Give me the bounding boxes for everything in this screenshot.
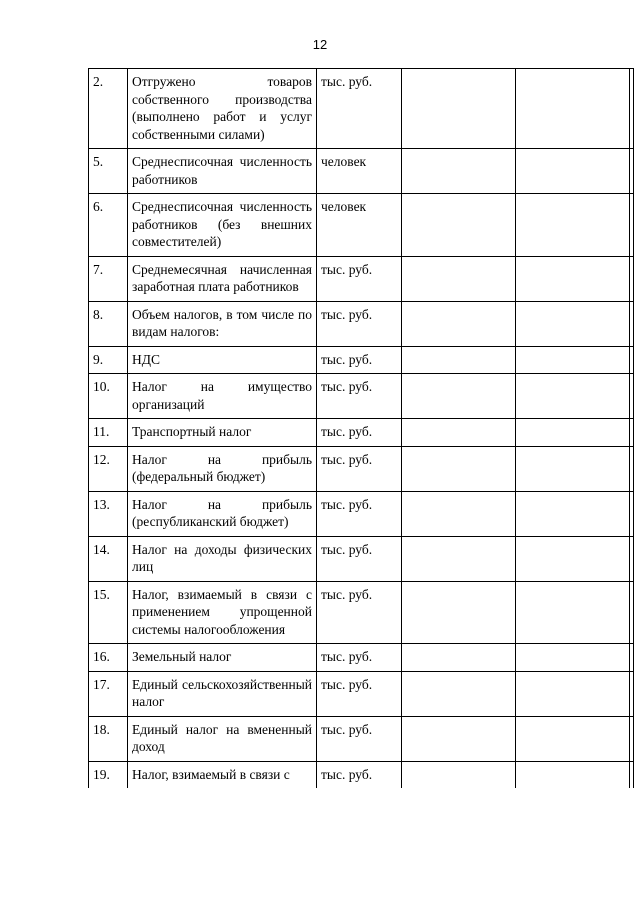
value-cell-2 bbox=[516, 149, 630, 194]
value-cell-1 bbox=[402, 301, 516, 346]
value-cell-2 bbox=[516, 716, 630, 761]
value-cell-2 bbox=[516, 761, 630, 788]
table-row bbox=[89, 346, 634, 374]
table-row bbox=[89, 256, 634, 301]
value-cell-2 bbox=[516, 644, 630, 672]
value-cell-3 bbox=[630, 149, 634, 194]
value-cell-2 bbox=[516, 374, 630, 419]
unit-cell: человек bbox=[317, 149, 402, 194]
value-cell-1 bbox=[402, 446, 516, 491]
indicator-name-cell: Налог, взимаемый в связи с bbox=[128, 761, 317, 788]
unit-cell: тыс. руб. bbox=[317, 761, 402, 788]
value-cell-3 bbox=[630, 301, 634, 346]
table-row bbox=[89, 419, 634, 447]
row-number-cell: 12. bbox=[89, 446, 128, 491]
value-cell-2 bbox=[516, 491, 630, 536]
value-cell-1 bbox=[402, 581, 516, 644]
row-number-cell: 9. bbox=[89, 346, 128, 374]
table-row bbox=[89, 374, 634, 419]
value-cell-2 bbox=[516, 671, 630, 716]
unit-cell: тыс. руб. bbox=[317, 671, 402, 716]
table-row bbox=[89, 69, 634, 149]
row-number-cell: 5. bbox=[89, 149, 128, 194]
value-cell-1 bbox=[402, 761, 516, 788]
unit-cell: тыс. руб. bbox=[317, 346, 402, 374]
value-cell-2 bbox=[516, 194, 630, 257]
value-cell-2 bbox=[516, 346, 630, 374]
table-row bbox=[89, 301, 634, 346]
value-cell-3 bbox=[630, 256, 634, 301]
value-cell-1 bbox=[402, 374, 516, 419]
unit-cell: тыс. руб. bbox=[317, 644, 402, 672]
table-body bbox=[89, 69, 634, 789]
indicator-name-cell: Единый сельскохозяйственный налог bbox=[128, 671, 317, 716]
value-cell-2 bbox=[516, 446, 630, 491]
row-number-cell: 16. bbox=[89, 644, 128, 672]
row-number-cell: 7. bbox=[89, 256, 128, 301]
value-cell-1 bbox=[402, 69, 516, 149]
unit-cell: тыс. руб. bbox=[317, 536, 402, 581]
table-row bbox=[89, 536, 634, 581]
row-number-cell: 14. bbox=[89, 536, 128, 581]
page-number: 12 bbox=[312, 37, 328, 52]
indicators-table bbox=[88, 68, 634, 788]
indicator-name-cell: Среднемесячная начисленная заработная плата работников bbox=[128, 256, 317, 301]
value-cell-2 bbox=[516, 419, 630, 447]
value-cell-3 bbox=[630, 446, 634, 491]
value-cell-3 bbox=[630, 69, 634, 149]
indicator-name-cell: Налог, взимаемый в связи с применением упрощенной системы налогообложения bbox=[128, 581, 317, 644]
value-cell-1 bbox=[402, 194, 516, 257]
value-cell-2 bbox=[516, 536, 630, 581]
value-cell-3 bbox=[630, 716, 634, 761]
row-number-cell: 17. bbox=[89, 671, 128, 716]
unit-cell: тыс. руб. bbox=[317, 301, 402, 346]
unit-cell: тыс. руб. bbox=[317, 716, 402, 761]
unit-cell: тыс. руб. bbox=[317, 446, 402, 491]
indicator-name-cell: Среднесписочная численность работников bbox=[128, 149, 317, 194]
value-cell-2 bbox=[516, 69, 630, 149]
table-row bbox=[89, 716, 634, 761]
row-number-cell: 10. bbox=[89, 374, 128, 419]
row-number-cell: 2. bbox=[89, 69, 128, 149]
table-row bbox=[89, 761, 634, 788]
value-cell-1 bbox=[402, 536, 516, 581]
row-number-cell: 19. bbox=[89, 761, 128, 788]
value-cell-3 bbox=[630, 346, 634, 374]
value-cell-1 bbox=[402, 419, 516, 447]
indicator-name-cell: Налог на прибыль (федеральный бюджет) bbox=[128, 446, 317, 491]
value-cell-1 bbox=[402, 149, 516, 194]
table-row bbox=[89, 446, 634, 491]
row-number-cell: 13. bbox=[89, 491, 128, 536]
value-cell-3 bbox=[630, 374, 634, 419]
value-cell-2 bbox=[516, 256, 630, 301]
unit-cell: тыс. руб. bbox=[317, 256, 402, 301]
table-row bbox=[89, 671, 634, 716]
value-cell-1 bbox=[402, 491, 516, 536]
indicator-name-cell: Земельный налог bbox=[128, 644, 317, 672]
value-cell-3 bbox=[630, 536, 634, 581]
value-cell-1 bbox=[402, 671, 516, 716]
value-cell-3 bbox=[630, 644, 634, 672]
unit-cell: тыс. руб. bbox=[317, 491, 402, 536]
unit-cell: тыс. руб. bbox=[317, 419, 402, 447]
indicator-name-cell: Объем налогов, в том числе по видам налогов: bbox=[128, 301, 317, 346]
value-cell-3 bbox=[630, 581, 634, 644]
row-number-cell: 11. bbox=[89, 419, 128, 447]
indicator-name-cell: Транспортный налог bbox=[128, 419, 317, 447]
unit-cell: тыс. руб. bbox=[317, 69, 402, 149]
value-cell-3 bbox=[630, 761, 634, 788]
value-cell-2 bbox=[516, 301, 630, 346]
table-row bbox=[89, 149, 634, 194]
value-cell-1 bbox=[402, 256, 516, 301]
unit-cell: тыс. руб. bbox=[317, 581, 402, 644]
value-cell-3 bbox=[630, 419, 634, 447]
indicator-name-cell: Единый налог на вмененный доход bbox=[128, 716, 317, 761]
value-cell-1 bbox=[402, 716, 516, 761]
table-row bbox=[89, 581, 634, 644]
table-row bbox=[89, 644, 634, 672]
row-number-cell: 6. bbox=[89, 194, 128, 257]
value-cell-3 bbox=[630, 671, 634, 716]
indicator-name-cell: Налог на доходы физических лиц bbox=[128, 536, 317, 581]
table-row bbox=[89, 491, 634, 536]
row-number-cell: 15. bbox=[89, 581, 128, 644]
indicator-name-cell: Налог на прибыль (республиканский бюджет) bbox=[128, 491, 317, 536]
indicator-name-cell: НДС bbox=[128, 346, 317, 374]
value-cell-1 bbox=[402, 346, 516, 374]
value-cell-1 bbox=[402, 644, 516, 672]
indicator-name-cell: Среднесписочная численность работников (без внешних совместителей) bbox=[128, 194, 317, 257]
indicator-name-cell: Отгружено товаров собственного производства (выполнено работ и услуг собственными силами) bbox=[128, 69, 317, 149]
row-number-cell: 8. bbox=[89, 301, 128, 346]
table-row bbox=[89, 194, 634, 257]
unit-cell: тыс. руб. bbox=[317, 374, 402, 419]
value-cell-3 bbox=[630, 491, 634, 536]
row-number-cell: 18. bbox=[89, 716, 128, 761]
value-cell-3 bbox=[630, 194, 634, 257]
unit-cell: человек bbox=[317, 194, 402, 257]
value-cell-2 bbox=[516, 581, 630, 644]
indicator-name-cell: Налог на имущество организаций bbox=[128, 374, 317, 419]
